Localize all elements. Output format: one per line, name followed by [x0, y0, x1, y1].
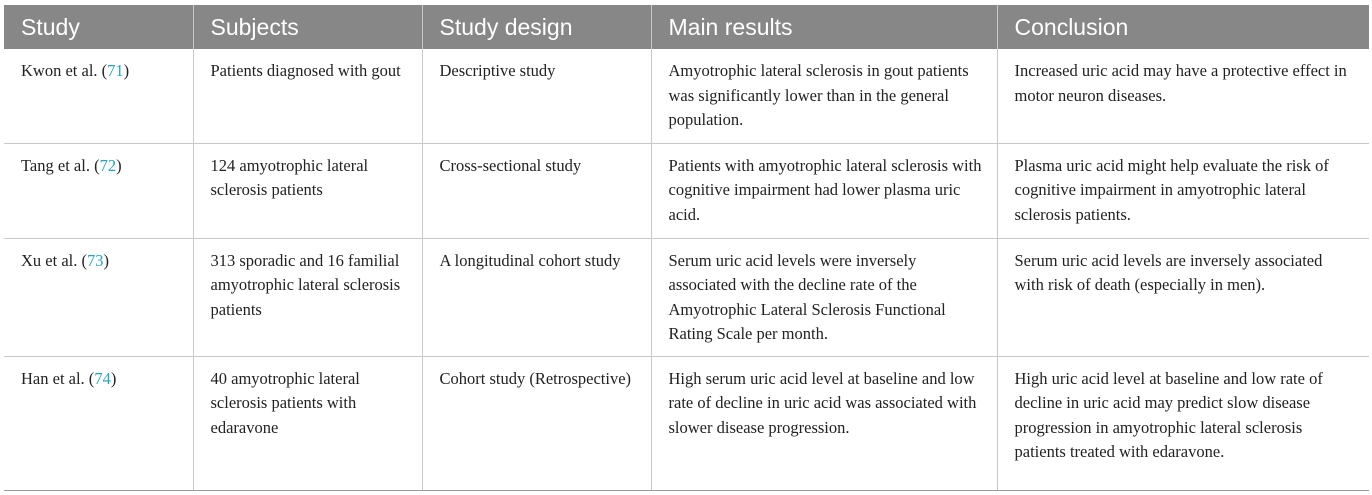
design-cell: A longitudinal cohort study	[422, 238, 651, 356]
studies-table	[4, 5, 1369, 491]
subjects-cell: Patients diagnosed with gout	[193, 49, 422, 143]
table-row	[4, 356, 1369, 490]
results-cell: Serum uric acid levels were inversely associated with the decline rate of the Amyotrophic Lateral Sclerosis Functional Rating Scale per month.	[651, 238, 997, 356]
results-cell: High serum uric acid level at baseline and low rate of decline in uric acid was associated with slower disease progression.	[651, 356, 997, 490]
study-author: Tang et al. (	[21, 155, 100, 175]
subjects-cell: 313 sporadic and 16 familial amyotrophic lateral sclerosis patients	[193, 238, 422, 356]
table-row	[4, 143, 1369, 238]
study-cell: Tang et al. (72)	[4, 143, 193, 238]
study-cell: Xu et al. (73)	[4, 238, 193, 356]
study-cell: Han et al. (74)	[4, 356, 193, 490]
design-cell: Cohort study (Retrospective)	[422, 356, 651, 490]
header-study-design: Study design	[422, 5, 651, 49]
header-subjects: Subjects	[193, 5, 422, 49]
subjects-cell: 40 amyotrophic lateral sclerosis patients with edaravone	[193, 356, 422, 490]
design-cell: Descriptive study	[422, 49, 651, 143]
table-row	[4, 49, 1369, 143]
conclusion-cell: Serum uric acid levels are inversely associated with risk of death (especially in men).	[997, 238, 1369, 356]
study-author: Kwon et al. (	[21, 61, 108, 80]
header-main-results: Main results	[651, 5, 997, 49]
study-cell: Kwon et al. (71)	[4, 49, 193, 143]
conclusion-cell: Increased uric acid may have a protective effect in motor neuron diseases.	[997, 49, 1369, 143]
study-author: Xu et al. (	[21, 250, 87, 270]
reference-link[interactable]: 72	[99, 155, 117, 175]
results-cell: Patients with amyotrophic lateral sclerosis with cognitive impairment had lower plasma uric acid.	[651, 143, 997, 238]
subjects-cell: 124 amyotrophic lateral sclerosis patients	[193, 143, 422, 238]
reference-link[interactable]: 73	[86, 250, 104, 270]
study-author: Han et al. (	[21, 368, 95, 388]
table-row	[4, 238, 1369, 356]
conclusion-cell: High uric acid level at baseline and low rate of decline in uric acid may predict slow disease progression in amyotrophic lateral sclerosis patients treated with edaravone.	[997, 356, 1369, 490]
header-row	[4, 5, 1369, 49]
header-conclusion: Conclusion	[997, 5, 1369, 49]
reference-link[interactable]: 71	[107, 61, 124, 80]
reference-link[interactable]: 74	[94, 368, 111, 388]
design-cell: Cross-sectional study	[422, 143, 651, 238]
conclusion-cell: Plasma uric acid might help evaluate the risk of cognitive impairment in amyotrophic lateral sclerosis patients.	[997, 143, 1369, 238]
header-study: Study	[4, 5, 193, 49]
results-cell: Amyotrophic lateral sclerosis in gout patients was significantly lower than in the general population.	[651, 49, 997, 143]
